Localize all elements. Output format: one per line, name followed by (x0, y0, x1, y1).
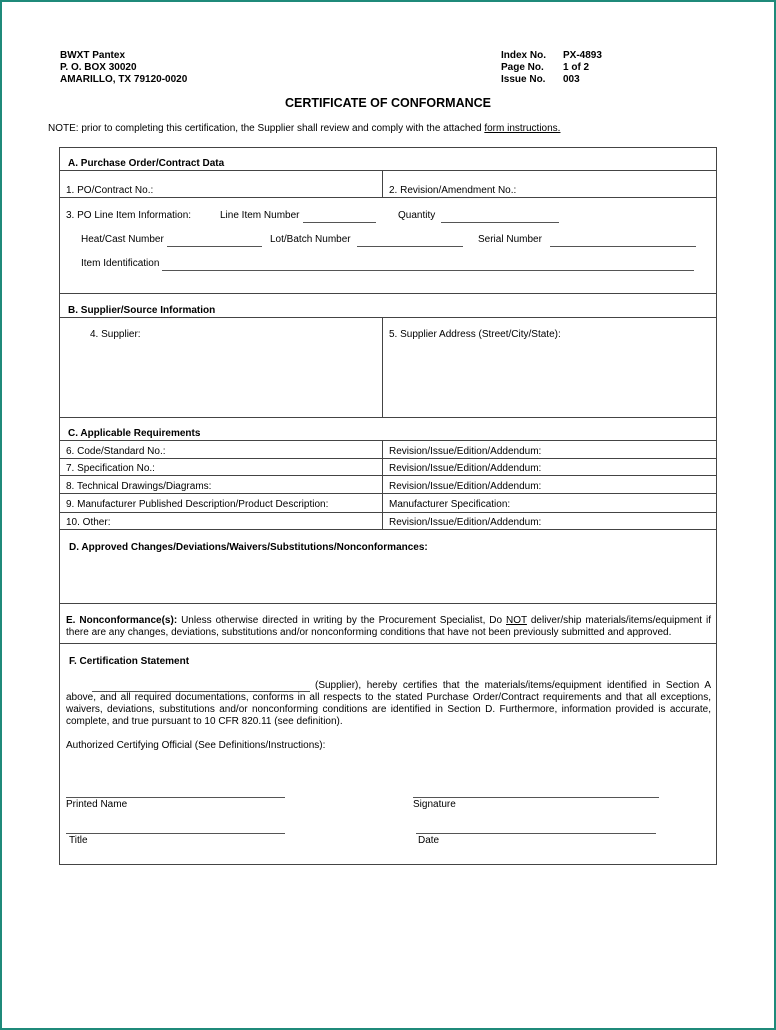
item-identification-label: Item Identification (81, 258, 160, 269)
section-b-heading: B. Supplier/Source Information (68, 305, 216, 316)
section-c-heading: C. Applicable Requirements (68, 428, 201, 439)
printed-name-field[interactable] (66, 797, 285, 798)
divider (60, 417, 716, 418)
requirement-row-right: Revision/Issue/Edition/Addendum: (389, 517, 542, 528)
line-item-number-label: Line Item Number (220, 210, 300, 221)
section-f-heading: F. Certification Statement (69, 656, 190, 667)
divider (60, 493, 716, 494)
requirement-row-right: Revision/Issue/Edition/Addendum: (389, 481, 542, 492)
date-field[interactable] (416, 833, 656, 834)
requirement-row-left: 7. Specification No.: (66, 463, 155, 474)
company-city: AMARILLO, TX 79120-0020 (60, 74, 188, 85)
heat-cast-field[interactable] (167, 246, 262, 247)
requirement-row-left: 6. Code/Standard No.: (66, 446, 166, 457)
signature-field[interactable] (413, 797, 659, 798)
divider (60, 512, 716, 513)
form-box (59, 147, 717, 865)
supplier-address-label: 5. Supplier Address (Street/City/State): (389, 329, 561, 340)
supplier-label: 4. Supplier: (90, 329, 141, 340)
line-item-info-label: 3. PO Line Item Information: (66, 210, 192, 221)
divider (60, 293, 716, 294)
section-e-text-a: Unless otherwise directed in writing by the Procurement Specialist, Do (177, 615, 506, 626)
title-field[interactable] (66, 833, 285, 834)
certification-statement: (Supplier), hereby certifies that the materials/items/equipment identified in Section A above, and all required documentations, conforms in all respects to the stated Purchase Order/Contract requirements and that all exceptions, waivers, deviations, substitutions and/or nonconforming conditions are identified in Section D. Furthermore, information provided is accurate, complete, and true pursuant to 10 CFR 820.11 (see definition). (66, 680, 711, 727)
issue-value: 003 (563, 74, 580, 85)
divider (60, 475, 716, 476)
quantity-field[interactable] (441, 222, 559, 223)
authorized-official-label: Authorized Certifying Official (See Definitions/Instructions): (66, 740, 326, 751)
page-label: Page No. (501, 62, 544, 73)
section-e-text (66, 615, 711, 639)
requirement-row-left: 9. Manufacturer Published Description/Product Description: (66, 499, 329, 510)
requirement-row-right: Revision/Issue/Edition/Addendum: (389, 463, 542, 474)
divider (60, 440, 716, 441)
date-label: Date (418, 835, 440, 846)
divider (60, 643, 716, 644)
requirement-row-left: 10. Other: (66, 517, 111, 528)
po-contract-label: 1. PO/Contract No.: (66, 185, 154, 196)
divider (60, 317, 716, 318)
note (48, 123, 560, 134)
requirement-row-right: Manufacturer Specification: (389, 499, 511, 510)
divider (60, 458, 716, 459)
company-po-box: P. O. BOX 30020 (60, 62, 137, 73)
revision-amendment-label: 2. Revision/Amendment No.: (389, 185, 517, 196)
title-label: Title (69, 835, 88, 846)
item-identification-field[interactable] (162, 270, 694, 271)
divider (60, 197, 716, 198)
section-e-heading: E. Nonconformance(s): (66, 615, 178, 626)
note-text: NOTE: prior to completing this certification, the Supplier shall review and comply with the attached (48, 123, 485, 134)
divider (60, 603, 716, 604)
section-e-not: NOT (506, 615, 527, 626)
page-value: 1 of 2 (563, 62, 590, 73)
section-a-heading: A. Purchase Order/Contract Data (68, 158, 225, 169)
divider (382, 170, 383, 197)
lot-batch-label: Lot/Batch Number (270, 234, 351, 245)
serial-number-label: Serial Number (478, 234, 542, 245)
requirement-row-left: 8. Technical Drawings/Diagrams: (66, 481, 212, 492)
form-instructions-link[interactable]: form instructions. (484, 123, 561, 134)
company-name: BWXT Pantex (60, 50, 126, 61)
printed-name-label: Printed Name (66, 799, 128, 810)
serial-number-field[interactable] (550, 246, 696, 247)
divider (382, 317, 383, 417)
divider (60, 170, 716, 171)
lot-batch-field[interactable] (357, 246, 463, 247)
document-title: CERTIFICATE OF CONFORMANCE (284, 96, 491, 110)
section-d-heading: D. Approved Changes/Deviations/Waivers/Substitutions/Nonconformances: (69, 542, 428, 553)
index-value: PX-4893 (563, 50, 602, 61)
requirement-row-right: Revision/Issue/Edition/Addendum: (389, 446, 542, 457)
signature-label: Signature (413, 799, 456, 810)
quantity-label: Quantity (398, 210, 436, 221)
divider (382, 440, 383, 529)
line-item-number-field[interactable] (303, 222, 376, 223)
issue-label: Issue No. (501, 74, 546, 85)
heat-cast-label: Heat/Cast Number (81, 234, 164, 245)
section-e-text-b: deliver/ship materials/items/equipment if there are any changes, deviations, substitutions and/or nonconforming conditions that have not been previously submitted and approved. (66, 615, 711, 638)
divider (60, 529, 716, 530)
index-label: Index No. (501, 50, 547, 61)
